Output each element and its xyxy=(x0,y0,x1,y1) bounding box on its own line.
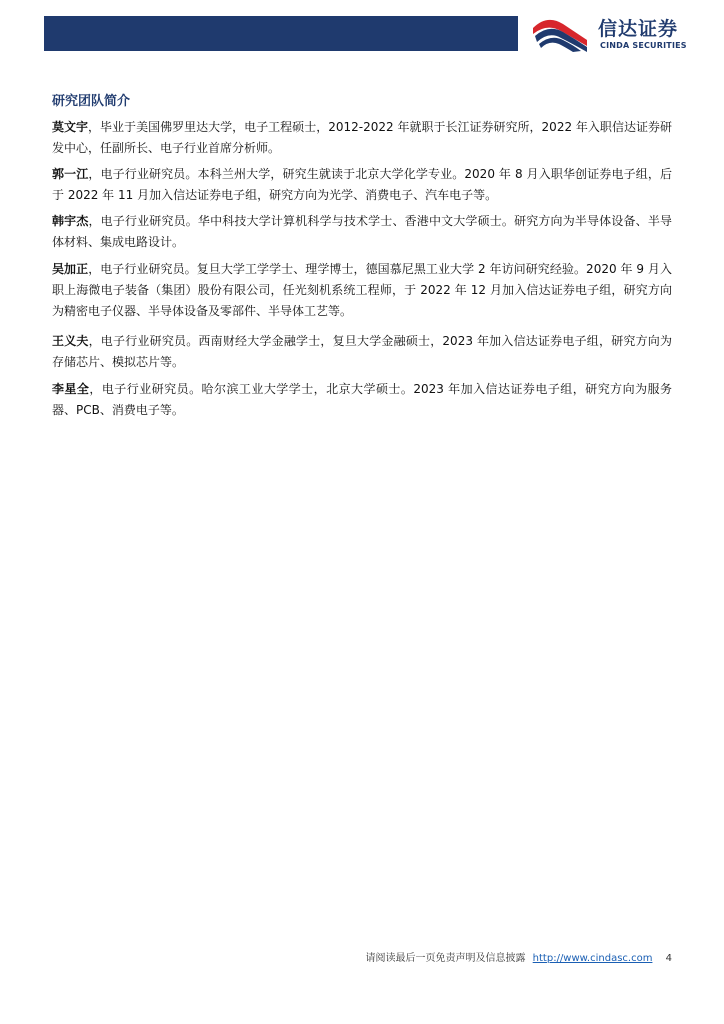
bio-text: ，电子行业研究员。哈尔滨工业大学学士，北京大学硕士。2023 年加入信达证券电子组，研究方向为服务器、PCB、消费电子等。 xyxy=(52,382,672,417)
analyst-name: 郭一江 xyxy=(52,167,89,181)
bio-text: ，电子行业研究员。西南财经大学金融学士，复旦大学金融硕士，2023 年加入信达证券电子组，研究方向为存储芯片、模拟芯片等。 xyxy=(52,334,672,369)
footer xyxy=(365,949,672,964)
logo-chinese-name: 信达证券 xyxy=(598,18,679,40)
bio-text: ，电子行业研究员。华中科技大学计算机科学与技术学士、香港中文大学硕士。研究方向为半导体设备、半导体材料、集成电路设计。 xyxy=(52,214,672,249)
analyst-name: 李星全 xyxy=(52,382,90,396)
section-title: 研究团队简介 xyxy=(52,94,131,109)
bio-paragraph xyxy=(52,117,672,159)
bio-paragraph xyxy=(52,379,672,421)
bio-paragraph xyxy=(52,164,672,206)
bio-paragraph xyxy=(52,331,672,373)
logo-english-name: CINDA SECURITIES xyxy=(600,41,687,50)
analyst-name: 王义夫 xyxy=(52,334,89,348)
bio-paragraph xyxy=(52,259,672,322)
analyst-name: 莫文宇 xyxy=(52,120,89,134)
analyst-name: 韩宇杰 xyxy=(52,214,89,228)
bio-text: ，电子行业研究员。本科兰州大学，研究生就读于北京大学化学专业。2020 年 8 月入职华创证券电子组，后于 2022 年 11 月加入信达证券电子组，研究方向为光学、消费电子、汽车电子等。 xyxy=(52,167,672,202)
header-bar xyxy=(44,16,518,51)
page-number: 4 xyxy=(665,953,672,964)
analyst-name: 吴加正 xyxy=(52,262,89,276)
footer-disclaimer: 请阅读最后一页免责声明及信息披露 xyxy=(365,953,526,964)
cinda-logo-icon xyxy=(529,16,591,54)
footer-website-link[interactable]: http://www.cindasc.com xyxy=(532,953,653,964)
bio-text: ，毕业于美国佛罗里达大学，电子工程硕士，2012-2022 年就职于长江证券研究所，2022 年入职信达证券研发中心，任副所长、电子行业首席分析师。 xyxy=(52,120,672,155)
bio-text: ，电子行业研究员。复旦大学工学学士、理学博士，德国慕尼黑工业大学 2 年访问研究经验。2020 年 9 月入职上海微电子装备（集团）股份有限公司，任光刻机系统工程师，于 2022 年 12 月加入信达证券电子组，研究方向为精密电子仪器、半导体设备及零部件、半导体工艺等。 xyxy=(52,262,672,318)
bio-paragraph xyxy=(52,211,672,253)
